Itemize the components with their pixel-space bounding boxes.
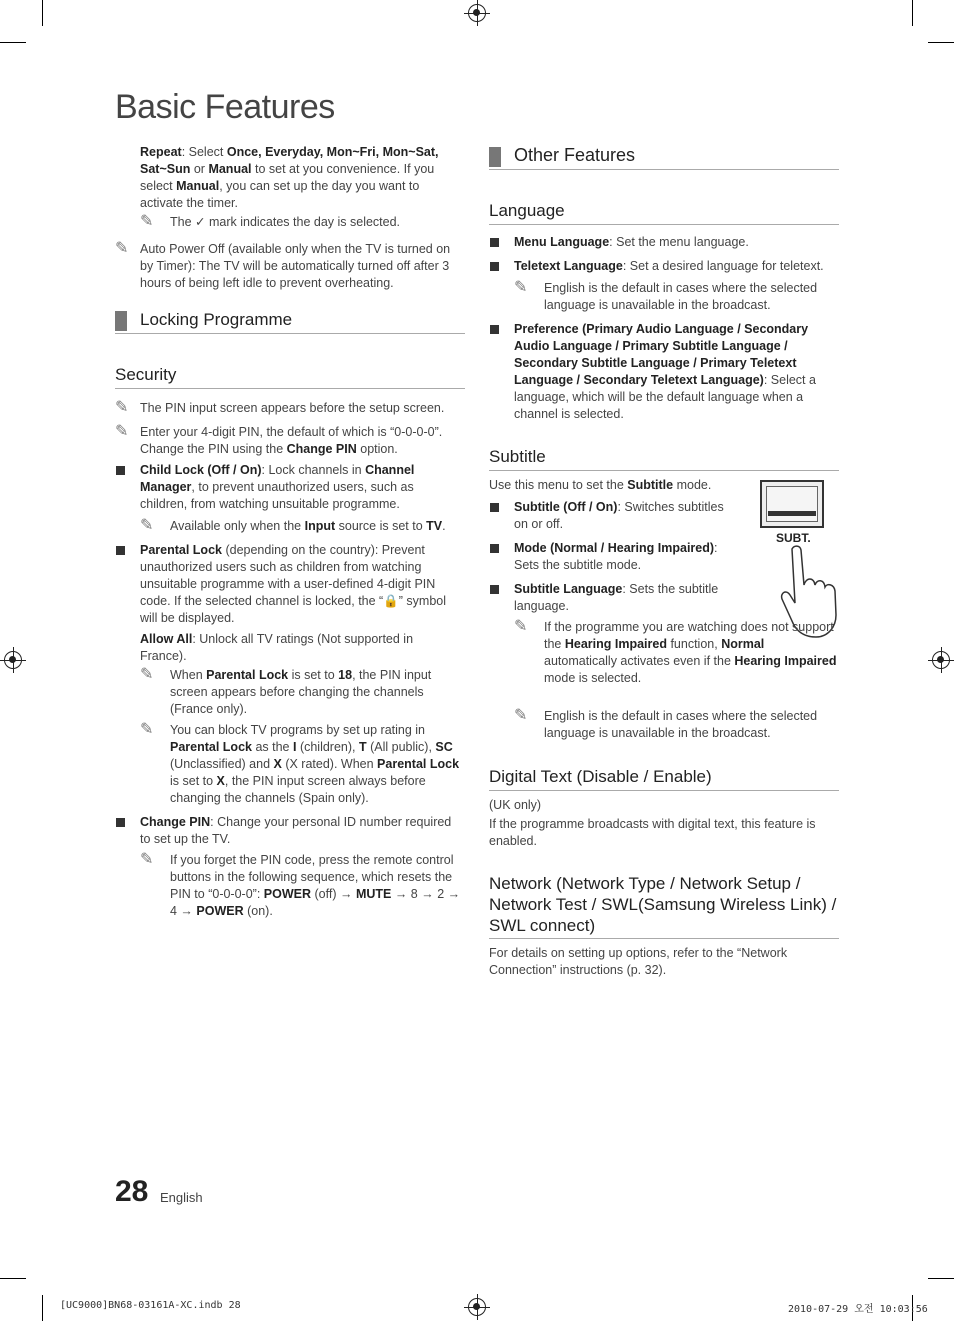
note-icon: ✎ [140,666,154,683]
network-text: For details on setting up options, refer to the “Network Connection” instructions (p. 32). [489,946,788,977]
note-icon: ✎ [115,423,129,440]
repeat-note: The ✓ mark indicates the day is selected. [170,215,401,229]
repeat-text: Repeat: Select Once, Everyday, Mon~Fri, Mon~Sat, Sat~Sun or Manual to set at you convenience. If you select Manual, you can set up the day you want to activate the timer. [140,145,439,210]
locking-heading: Locking Programme [140,310,293,329]
section-bar [489,147,501,167]
bullet [490,544,499,553]
digital-text-heading: Digital Text (Disable / Enable) [489,767,712,786]
section-divider [489,938,839,939]
other-features-heading: Other Features [514,145,636,165]
subtitle-heading: Subtitle [489,447,546,466]
section-divider [489,224,839,225]
change-pin-note: If you forget the PIN code, press the remote control buttons in the following sequence, which resets the PIN to “0-0-0-0”: POWER (off) → MUTE → 8 → 2 → 4 → POWER (on). [170,853,461,918]
footer-language: English [160,1190,203,1205]
registration-mark-icon [468,4,486,22]
parental-note-1: When Parental Lock is set to 18, the PIN input screen appears before changing the channels (France only). [170,668,432,716]
page-number: 28 [115,1175,149,1208]
section-divider [115,333,465,334]
teletext-note: English is the default in cases where the selected language is unavailable in the broadcast. [544,281,818,312]
note-icon: ✎ [514,279,528,296]
crop-mark [928,42,954,43]
crop-mark [42,1295,43,1321]
file-info: [UC9000]BN68-03161A-XC.indb 28 [60,1300,241,1311]
language-heading: Language [489,201,565,220]
registration-mark-icon [4,651,22,669]
parental-lock: Parental Lock (depending on the country): Prevent unauthorized users such as children from watching unsuitable programme with a user-defined 4-digit PIN code. If the selected channel is locked, the “🔒” symbol will be displayed. [140,543,446,625]
bullet [490,325,499,334]
digital-uk: (UK only) [489,798,542,812]
crop-mark [0,42,26,43]
auto-power-note: Auto Power Off (available only when the TV is turned on by Timer): The TV will be automatically turned off after 3 hours of being left idle to prevent overheating. [140,242,451,290]
note-icon: ✎ [140,517,154,534]
section-divider [489,169,839,170]
subtitle-mode: Mode (Normal / Hearing Impaired): Sets the subtitle mode. [514,541,718,572]
crop-mark [912,0,913,26]
note-icon: ✎ [140,851,154,868]
teletext-language: Teletext Language: Set a desired language for teletext. [514,259,824,273]
note-icon: ✎ [115,399,129,416]
tv-screen-icon [760,480,824,528]
note-icon: ✎ [140,721,154,738]
registration-mark-icon [468,1298,486,1316]
subtitle-note-2: English is the default in cases where the selected language is unavailable in the broadcast. [544,709,818,740]
subtitle-language: Subtitle Language: Sets the subtitle language. [514,582,719,613]
menu-language: Menu Language: Set the menu language. [514,235,749,249]
security-note-1: The PIN input screen appears before the setup screen. [140,401,445,415]
crop-mark [42,0,43,26]
bullet [490,238,499,247]
subt-button-label: SUBT. [776,531,811,545]
parental-note-2: You can block TV programs by set up rating in Parental Lock as the I (children), T (All public), SC (Unclassified) and X (X rated). When Parental Lock is set to X, the PIN input screen always before changing the channels (Spain only). [170,723,460,805]
digital-text: If the programme broadcasts with digital text, this feature is enabled. [489,817,816,848]
subtitle-intro: Use this menu to set the Subtitle mode. [489,478,712,492]
child-lock: Child Lock (Off / On): Lock channels in Channel Manager, to prevent unauthorized users, such as children, from watching unsuitable programme. [140,463,415,511]
bullet [116,818,125,827]
registration-mark-icon [932,651,950,669]
section-divider [115,388,465,389]
network-heading: Network (Network Type / Network Setup / Network Test / SWL(Samsung Wireless Link) / SWL connect) [489,874,837,935]
bullet [490,585,499,594]
note-icon: ✎ [140,213,154,230]
subtitle-onoff: Subtitle (Off / On): Switches subtitles on or off. [514,500,724,531]
bullet [490,262,499,271]
security-heading: Security [115,365,177,384]
subtitle-note-1: If the programme you are watching does not support the Hearing Impaired function, Normal automatically activates even if the Hearing Impaired mode is selected. [544,620,837,685]
page-title: Basic Features [115,88,335,126]
crop-mark [0,1278,26,1279]
note-icon: ✎ [115,240,129,257]
bullet [490,503,499,512]
change-pin: Change PIN: Change your personal ID number required to set up the TV. [140,815,452,846]
security-note-2: Enter your 4-digit PIN, the default of which is “0-0-0-0”. Change the PIN using the Change PIN option. [140,425,443,456]
child-lock-note: Available only when the Input source is set to TV. [170,519,446,533]
note-icon: ✎ [514,707,528,724]
print-timestamp: 2010-07-29 오전 10:03:56 [788,1304,928,1315]
crop-mark [928,1278,954,1279]
section-divider [489,790,839,791]
preference: Preference (Primary Audio Language / Secondary Audio Language / Primary Subtitle Language / Secondary Subtitle Language / Primary Teletext Language / Secondary Teletext Language): Select a language, which will be the default language when a channel is selected. [514,322,816,421]
section-divider [489,470,839,471]
bullet [116,466,125,475]
bullet [116,546,125,555]
allow-all: Allow All: Unlock all TV ratings (Not supported in France). [140,632,414,663]
section-bar [115,311,127,331]
note-icon: ✎ [514,618,528,635]
